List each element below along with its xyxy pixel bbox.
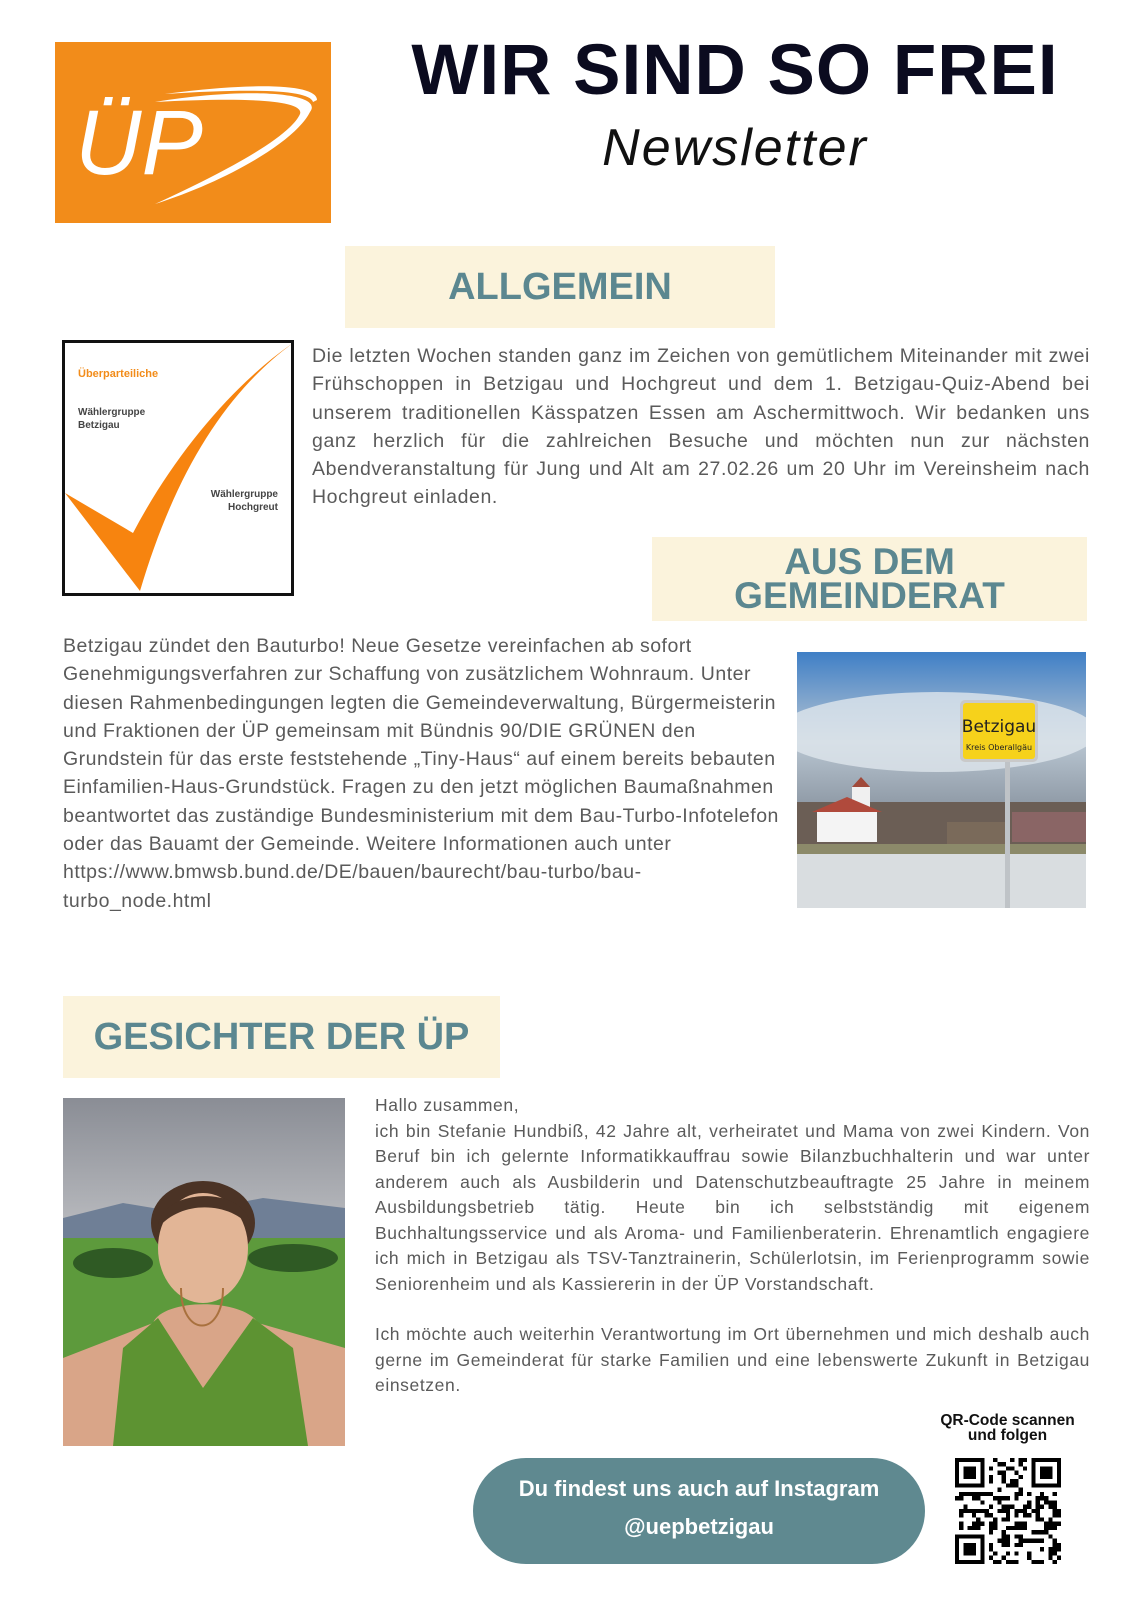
allgemein-text: Die letzten Wochen standen ganz im Zeichen von gemütlichem Miteinander mit zwei Frühschoppen in Betzigau und Hochgreut und dem 1. Betzigau-Quiz-Abend bei unserem traditionellen Kässpatzen Essen am Aschermittwoch. Wir bedanken uns ganz herzlich für die zahlreichen Besuche und möchten nun zur nächsten Abendveranstaltung für Jung und Alt am 27.02.26 um 20 Uhr im Vereinsheim nach Hochgreut einladen.	[312, 345, 1090, 509]
portrait-photo	[63, 1098, 345, 1446]
profile-text	[375, 1093, 1090, 1399]
qr-code-icon	[955, 1458, 1061, 1564]
heading-line: GEMEINDERAT	[734, 575, 1005, 616]
newsletter-subtitle: Newsletter	[602, 119, 868, 177]
sign-district: Kreis Oberallgäu	[965, 743, 1033, 752]
profile-paragraph-1: ich bin Stefanie Hundbiß, 42 Jahre alt, verheiratet und Mama von zwei Kindern. Von Beruf bin ich gelernte Informatikkauffrau sowie Bilanzbuchhalterin und war unter anderem auch als Ausbilderin und Datenschutzbeauftragte 25 Jahre in meinem Ausbildungsbetrieb tätig. Heute bin ich selbstständig mit eigenem Buchhaltungsservice und als Aroma- und Familienberaterin. Ehrenamtlich engagiere ich mich in Betzigau als TSV-Tanztrainerin, Schülerlotsin, im Ferienprogramm sowie Seniorenheim und als Kassiererin in der ÜP Vorstandschaft.	[375, 1120, 1090, 1294]
gemeinderat-text: Betzigau zündet den Bauturbo! Neue Gesetze vereinfachen ab sofort Genehmigungsverfahren zur Schaffung von zusätzlichem Wohnraum. Unter diesen Rahmenbedingungen legten die Gemeindeverwaltung, Bürgermeisterin und Fraktionen der ÜP gemeinsam mit Bündnis 90/DIE GRÜNEN den Grundstein für das erste feststehende „Tiny-Haus“ auf einem bereits bebauten Einfamilien-Haus-Grundstück. Fragen zu den jetzt möglichen Baumaßnahmen beantwortet das zuständige Bundesministerium mit dem Bau-Turbo-Infotelefon oder das Bauamt der Gemeinde. Weitere Informationen auch unter https://www.bmwsb.bund.de/DE/bauen/baurecht/bau-turbo/bau-turbo_node.html	[63, 635, 779, 912]
badge-group-hochgreut	[211, 488, 278, 514]
logo-swoosh-icon	[55, 42, 331, 223]
betzigau-town-sign-photo	[797, 652, 1086, 908]
qr-label	[925, 1413, 1090, 1443]
instagram-qr-code[interactable]	[955, 1458, 1061, 1564]
badge-text: Hochgreut	[228, 502, 278, 513]
instagram-link-button[interactable]	[473, 1458, 925, 1564]
sign-town: Betzigau	[961, 717, 1037, 737]
instagram-text: Du findest uns auch auf Instagram	[518, 1476, 880, 1501]
uep-logo	[55, 42, 331, 223]
badge-text: Betzigau	[78, 420, 120, 431]
heading-line: AUS DEM	[784, 541, 955, 582]
profile-greeting: Hallo zusammen,	[375, 1095, 520, 1115]
wahlergruppe-badge	[62, 340, 294, 596]
badge-text: Wählergruppe	[210, 489, 278, 500]
badge-text: Wählergruppe	[78, 407, 146, 418]
badge-title: Überparteiliche	[78, 368, 159, 380]
instagram-handle: @uepbetzigau	[624, 1514, 774, 1539]
portrait-image-icon	[63, 1098, 345, 1446]
section-heading-allgemein: ALLGEMEIN	[345, 246, 775, 328]
newsletter-title: WIR SIND SO FREI	[411, 31, 1059, 110]
qr-label-line: QR-Code scannen	[940, 1412, 1075, 1429]
section-heading-gesichter: GESICHTER DER ÜP	[63, 996, 500, 1078]
logo-text: ÜP	[75, 92, 203, 194]
section-heading-gemeinderat	[652, 537, 1087, 621]
badge-group-betzigau	[78, 406, 145, 432]
town-sign-image-icon	[797, 652, 1086, 908]
qr-label-line: und folgen	[967, 1427, 1048, 1444]
checkmark-icon	[65, 343, 294, 596]
profile-paragraph-2: Ich möchte auch weiterhin Verantwortung im Ort übernehmen und mich deshalb auch gerne im Gemeinderat für starke Familien und eine lebenswerte Zukunft in Betzigau einsetzen.	[375, 1324, 1090, 1395]
